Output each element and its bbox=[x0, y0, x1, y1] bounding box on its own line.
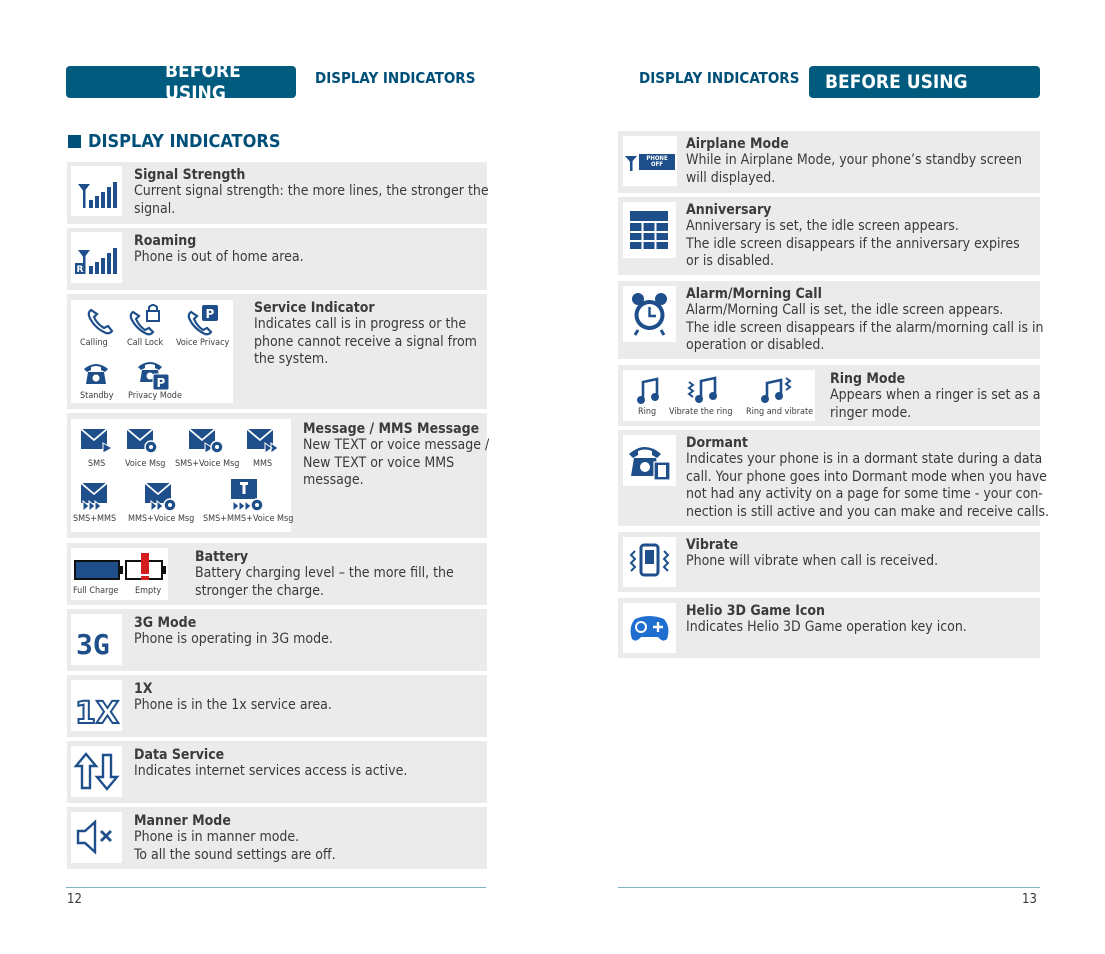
3g-desc bbox=[134, 631, 333, 649]
ring-desc-line: Appears when a ringer is set as a bbox=[830, 387, 1041, 403]
svg-text:P: P bbox=[205, 307, 215, 321]
roaming-title: Roaming bbox=[134, 233, 197, 249]
3g-desc-line: Phone is operating in 3G mode. bbox=[134, 631, 333, 647]
1x-title: 1X bbox=[134, 681, 153, 697]
right-section-label: DISPLAY INDICATORS bbox=[639, 69, 800, 87]
left-page-number: 12 bbox=[67, 892, 82, 907]
caption-vibrate-the-ring: Vibrate the ring bbox=[669, 407, 733, 417]
service-title: Service Indicator bbox=[254, 300, 375, 316]
alarm-icon-box bbox=[623, 286, 676, 342]
airplane-title: Airplane Mode bbox=[686, 136, 789, 152]
mms-icon bbox=[245, 423, 281, 455]
airplane-icon-box bbox=[623, 136, 677, 186]
airplane-desc bbox=[686, 152, 1022, 187]
voice-privacy-icon bbox=[185, 302, 221, 338]
vibrate-the-ring-icon bbox=[685, 374, 721, 406]
game-controller-icon bbox=[623, 603, 676, 653]
battery-title: Battery bbox=[195, 549, 249, 565]
standby-icon bbox=[81, 360, 111, 386]
vibrate-desc-line: Phone will vibrate when call is received. bbox=[686, 553, 939, 569]
roaming-icon bbox=[71, 232, 122, 283]
service-desc-line: the system. bbox=[254, 351, 329, 367]
sms-mms-icon bbox=[79, 479, 115, 513]
anniversary-desc-line: The idle screen disappears if the anniversary expires bbox=[686, 235, 1020, 252]
dormant-desc-line: not had any activity on a page for some time - your con- bbox=[686, 486, 1043, 502]
alarm-desc-line: Alarm/Morning Call is set, the idle screen appears. bbox=[686, 302, 1004, 318]
main-heading-text: DISPLAY INDICATORS bbox=[88, 131, 281, 152]
airplane-icon-label: PHONE OFF bbox=[646, 155, 668, 168]
signal-desc-line: signal. bbox=[134, 200, 176, 217]
battery-section bbox=[67, 543, 487, 605]
calendar-grid-icon bbox=[623, 202, 676, 258]
roaming-desc bbox=[134, 249, 304, 267]
caption-voice-privacy: Voice Privacy bbox=[176, 338, 230, 348]
vibrate-desc bbox=[686, 553, 938, 571]
message-desc-line: New TEXT or voice message / bbox=[303, 437, 490, 453]
1x-desc bbox=[134, 697, 332, 715]
alarm-desc-line: operation or disabled. bbox=[686, 337, 825, 353]
message-desc-line: message. bbox=[303, 472, 364, 488]
manner-title: Manner Mode bbox=[134, 813, 231, 829]
left-section-label: DISPLAY INDICATORS bbox=[315, 69, 476, 87]
vibrate-icon-box bbox=[623, 537, 676, 587]
anniversary-icon-box bbox=[623, 202, 676, 258]
airplane-desc-line: While in Airplane Mode, your phone’s standby screen bbox=[686, 152, 1023, 168]
dormant-title: Dormant bbox=[686, 435, 748, 451]
1x-icon bbox=[71, 680, 122, 731]
service-desc bbox=[254, 316, 477, 369]
mms-voice-msg-icon bbox=[143, 479, 179, 513]
call-lock-icon bbox=[127, 302, 163, 338]
data-service-desc bbox=[134, 763, 407, 781]
left-header-tab-label: BEFORE USING bbox=[165, 60, 241, 104]
helio-desc-line: Indicates Helio 3D Game operation key icon. bbox=[686, 619, 967, 635]
data-service-arrows-icon bbox=[71, 746, 122, 797]
vibrating-phone-icon bbox=[623, 537, 676, 587]
caption-empty: Empty bbox=[135, 586, 162, 596]
dormant-desc bbox=[686, 451, 1049, 521]
caption-calling: Calling bbox=[80, 338, 108, 348]
helio-icon-box bbox=[623, 603, 676, 653]
helio-desc bbox=[686, 619, 967, 637]
message-title: Message / MMS Message bbox=[303, 421, 480, 437]
right-page-number: 13 bbox=[1022, 892, 1037, 907]
caption-mms-voice-msg: MMS+Voice Msg bbox=[128, 514, 195, 524]
roaming-desc-line: Phone is out of home area. bbox=[134, 249, 304, 265]
battery-icon-box bbox=[71, 548, 168, 600]
caption-full-charge: Full Charge bbox=[73, 586, 119, 596]
1x-icon-box bbox=[71, 680, 122, 731]
alarm-desc-line: The idle screen disappears if the alarm/morning call is in bbox=[686, 319, 1044, 336]
alarm-title: Alarm/Morning Call bbox=[686, 286, 822, 302]
alarm-clock-icon bbox=[623, 286, 676, 342]
helio-game-section bbox=[618, 598, 1040, 658]
roaming-section bbox=[67, 228, 487, 290]
speaker-muted-icon bbox=[71, 812, 122, 863]
anniversary-desc-line: or is disabled. bbox=[686, 253, 774, 269]
right-header-tab-label: BEFORE USING bbox=[825, 71, 968, 93]
signal-desc-line: Current signal strength: the more lines, the stronger the bbox=[134, 183, 489, 199]
3g-mode-section bbox=[67, 609, 487, 671]
calling-icon bbox=[85, 306, 115, 336]
sms-voice-msg-icon bbox=[187, 423, 225, 455]
svg-text:R: R bbox=[76, 265, 84, 275]
1x-section bbox=[67, 675, 487, 737]
signal-strength-section bbox=[67, 162, 487, 224]
manner-desc-line: To all the sound settings are off. bbox=[134, 846, 336, 863]
service-desc-line: phone cannot receive a signal from bbox=[254, 333, 477, 350]
caption-mms: MMS bbox=[253, 459, 273, 469]
right-footer-rule bbox=[618, 887, 1040, 888]
privacy-mode-icon bbox=[135, 358, 171, 392]
signal-strength-icon bbox=[71, 166, 122, 216]
manner-desc bbox=[134, 829, 336, 864]
full-charge-battery-icon bbox=[74, 558, 124, 582]
battery-desc bbox=[195, 565, 454, 600]
sms-mms-voice-msg-icon bbox=[227, 477, 265, 513]
ring-and-vibrate-icon bbox=[759, 374, 795, 406]
3g-mode-icon bbox=[71, 614, 122, 665]
main-heading bbox=[68, 131, 281, 152]
anniversary-desc-line: Anniversary is set, the idle screen appears. bbox=[686, 218, 959, 234]
service-indicator-section bbox=[67, 294, 487, 409]
data-service-section bbox=[67, 741, 487, 803]
dormant-phone-icon bbox=[623, 435, 676, 486]
data-service-title: Data Service bbox=[134, 747, 225, 763]
data-service-desc-line: Indicates internet services access is active. bbox=[134, 763, 408, 779]
caption-standby: Standby bbox=[80, 391, 114, 401]
1x-desc-line: Phone is in the 1x service area. bbox=[134, 697, 332, 713]
dormant-section bbox=[618, 430, 1050, 526]
empty-battery-icon bbox=[125, 552, 167, 582]
left-header-tab bbox=[66, 60, 296, 104]
message-desc bbox=[303, 437, 489, 490]
airplane-desc-line: will displayed. bbox=[686, 169, 776, 186]
3g-title: 3G Mode bbox=[134, 615, 197, 631]
caption-voice-msg: Voice Msg bbox=[125, 459, 166, 469]
caption-ring: Ring bbox=[638, 407, 657, 417]
signal-desc bbox=[134, 183, 489, 218]
3g-icon-box bbox=[71, 614, 122, 665]
roaming-icon-box bbox=[71, 232, 122, 283]
heading-square-icon bbox=[68, 135, 81, 148]
sms-icon bbox=[79, 423, 115, 455]
svg-text:P: P bbox=[156, 376, 166, 390]
voice-msg-icon bbox=[125, 423, 161, 455]
caption-sms-mms-voice-msg: SMS+MMS+Voice Msg bbox=[203, 514, 294, 524]
caption-sms-mms: SMS+MMS bbox=[73, 514, 117, 524]
vibrate-title: Vibrate bbox=[686, 537, 739, 553]
signal-icon-box bbox=[71, 166, 122, 216]
message-icon-box bbox=[71, 419, 294, 532]
message-desc-line: New TEXT or voice MMS bbox=[303, 454, 455, 471]
service-icon-box bbox=[71, 300, 233, 403]
helio-title: Helio 3D Game Icon bbox=[686, 603, 826, 619]
battery-desc-line: stronger the charge. bbox=[195, 582, 324, 599]
alarm-desc bbox=[686, 302, 1044, 355]
airplane-mode-section bbox=[618, 131, 1040, 193]
alarm-section bbox=[618, 281, 1044, 359]
signal-title: Signal Strength bbox=[134, 167, 246, 183]
dormant-desc-line: call. Your phone goes into Dormant mode when you have bbox=[686, 468, 1047, 485]
caption-privacy-mode: Privacy Mode bbox=[128, 391, 182, 401]
svg-text:3G: 3G bbox=[76, 628, 110, 661]
service-desc-line: Indicates call is in progress or the bbox=[254, 316, 467, 332]
manner-icon-box bbox=[71, 812, 122, 863]
ring-icon-box bbox=[623, 370, 815, 421]
left-footer-rule bbox=[66, 887, 486, 888]
manner-mode-section bbox=[67, 807, 487, 869]
vibrate-section bbox=[618, 532, 1040, 592]
ring-icon bbox=[635, 376, 661, 406]
dormant-desc-line: nection is still active and you can make and receive calls. bbox=[686, 503, 1050, 520]
caption-call-lock: Call Lock bbox=[127, 338, 164, 348]
ring-desc bbox=[830, 387, 1040, 422]
caption-ring-and-vibrate: Ring and vibrate bbox=[746, 407, 814, 417]
message-section bbox=[67, 413, 490, 538]
right-header-tab bbox=[809, 66, 1040, 98]
battery-desc-line: Battery charging level – the more fill, the bbox=[195, 565, 454, 581]
anniversary-section bbox=[618, 197, 1040, 275]
anniversary-title: Anniversary bbox=[686, 202, 772, 218]
ring-desc-line: ringer mode. bbox=[830, 404, 912, 421]
ring-title: Ring Mode bbox=[830, 371, 906, 387]
dormant-icon-box bbox=[623, 435, 676, 486]
svg-text:1X: 1X bbox=[75, 696, 120, 731]
data-service-icon-box bbox=[71, 746, 122, 797]
anniversary-desc bbox=[686, 218, 1020, 271]
caption-sms-voice-msg: SMS+Voice Msg bbox=[175, 459, 240, 469]
dormant-desc-line: Indicates your phone is in a dormant state during a data bbox=[686, 451, 1043, 467]
manner-desc-line: Phone is in manner mode. bbox=[134, 829, 300, 845]
caption-sms: SMS bbox=[88, 459, 106, 469]
ring-mode-section bbox=[618, 365, 1040, 426]
